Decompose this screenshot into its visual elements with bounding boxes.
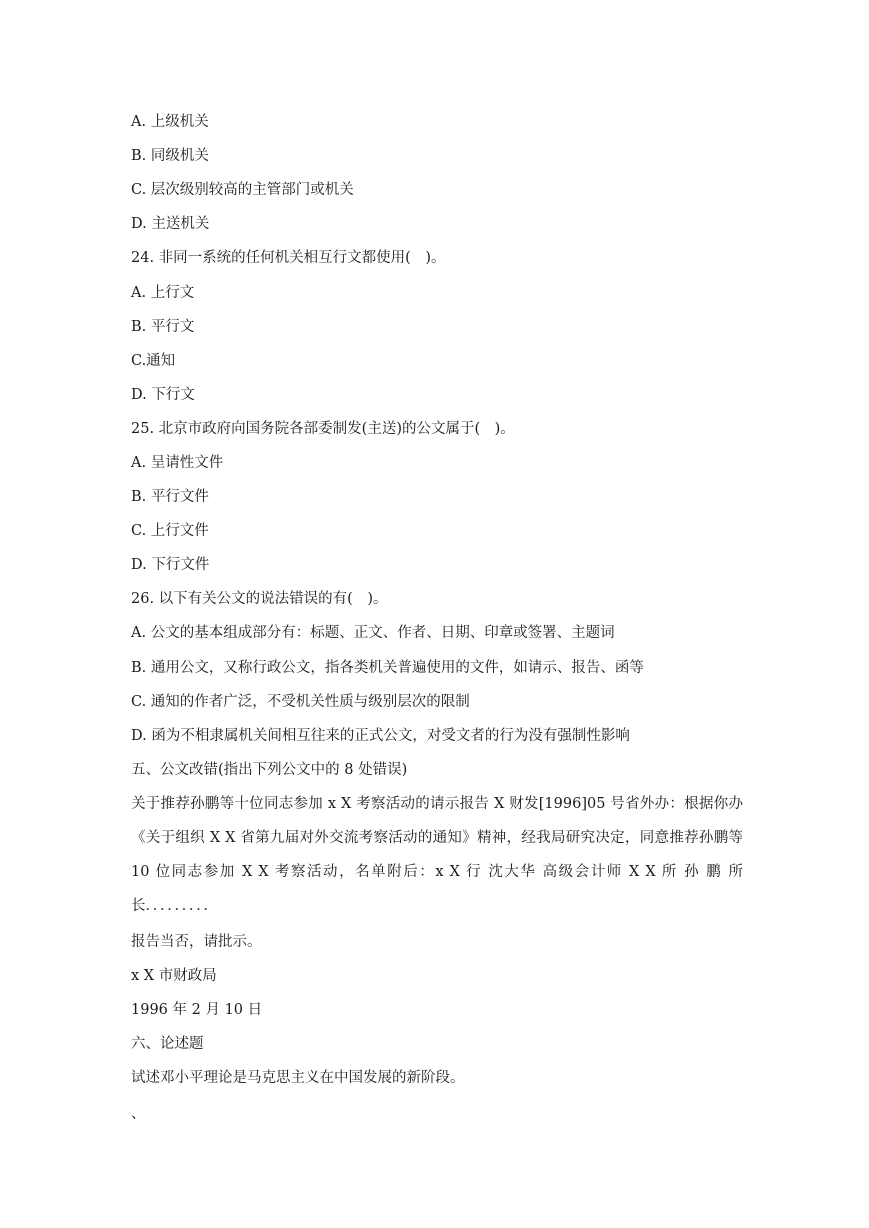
q26-option-d: D. 函为不相隶属机关间相互往来的正式公文，对受文者的行为没有强制性影响 — [131, 728, 630, 744]
q26-option-a: A. 公文的基本组成部分有：标题、正文、作者、日期、印章或签署、主题词 — [131, 625, 615, 641]
q23-option-b: B. 同级机关 — [131, 148, 209, 164]
q23-option-c: C. 层次级别较高的主管部门或机关 — [131, 182, 354, 198]
section5-heading: 五、公文改错(指出下列公文中的 8 处错误) — [131, 762, 408, 778]
q25-option-a: A. 呈请性文件 — [131, 455, 224, 471]
section6-question: 试述邓小平理论是马克思主义在中国发展的新阶段。 — [131, 1070, 465, 1086]
q24-option-a: A. 上行文 — [131, 285, 195, 301]
q23-option-d: D. 主送机关 — [131, 216, 210, 232]
section5-closing: 报告当否，请批示。 — [131, 934, 262, 950]
q23-option-a: A. 上级机关 — [131, 114, 209, 130]
section5-body: 关于推荐孙鹏等十位同志参加 x X 考察活动的请示报告 X 财发[1996]05 号省外办：根据你办《关于组织 X X 省第九届对外交流考察活动的通知》精神，经我局研究决定，同意推荐孙鹏等 10 位同志参加 X X 考察活动，名单附后：x X 行 沈大华 高级会计师 X X 所 孙 鹏 所长．．．．．．．．． — [131, 796, 743, 914]
q25-option-d: D. 下行文件 — [131, 557, 210, 573]
section6-heading: 六、论述题 — [131, 1036, 204, 1052]
q25-option-b: B. 平行文件 — [131, 489, 209, 505]
q24-option-b: B. 平行文 — [131, 319, 195, 335]
section5-signature: x X 市财政局 — [131, 968, 217, 984]
section5-date: 1996 年 2 月 10 日 — [131, 1002, 263, 1018]
q26-question: 26. 以下有关公文的说法错误的有( )。 — [131, 591, 388, 607]
q24-option-d: D. 下行文 — [131, 387, 195, 403]
q25-question: 25. 北京市政府向国务院各部委制发(主送)的公文属于( )。 — [131, 421, 515, 437]
q26-option-c: C. 通知的作者广泛，不受机关性质与级别层次的限制 — [131, 694, 470, 710]
q24-option-c: C.通知 — [131, 353, 176, 369]
q26-option-b: B. 通用公文，又称行政公文，指各类机关普遍使用的文件，如请示、报告、函等 — [131, 660, 644, 676]
trailing-mark: 、 — [131, 1106, 146, 1122]
q25-option-c: C. 上行文件 — [131, 523, 209, 539]
q24-question: 24. 非同一系统的任何机关相互行文都使用( )。 — [131, 250, 446, 266]
